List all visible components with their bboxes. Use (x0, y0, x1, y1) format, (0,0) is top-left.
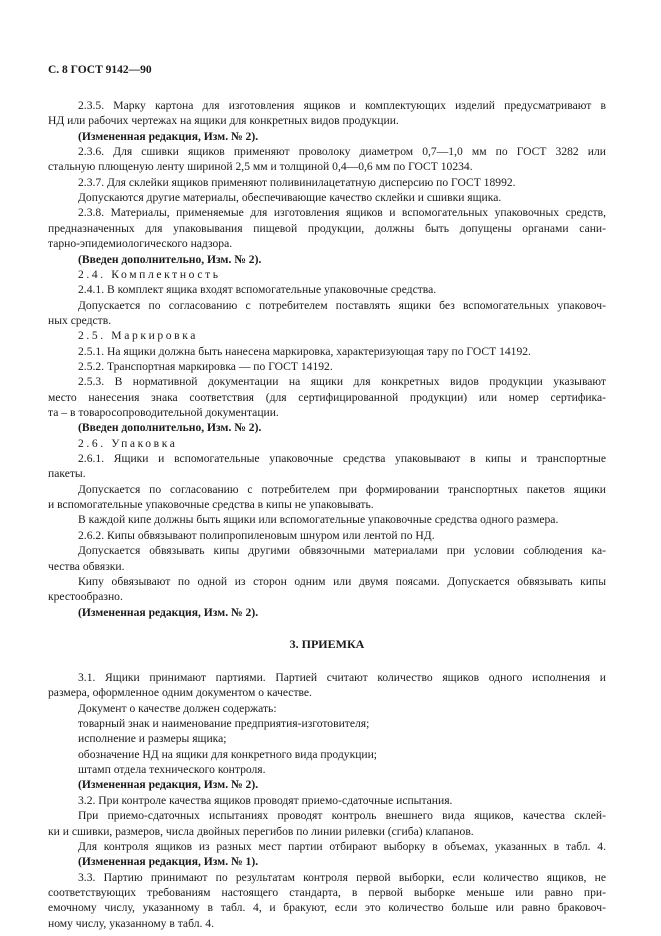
text-line: ных средств. (48, 313, 112, 327)
text-line: ному числу, указанному в табл. 4. (48, 916, 214, 930)
text-line: 2.3.7. Для склейки ящиков применяют поливинилацетатную дисперсию по ГОСТ 18992. (78, 175, 516, 189)
text-line: 2.5.3. В нормативной документации на ящики для конкретных видов продукции указывают (78, 375, 606, 389)
text-line: штамп отдела технического контроля. (78, 763, 266, 777)
text-line: пакеты. (48, 467, 86, 481)
section-heading: 3. ПРИЕМКА (289, 637, 365, 651)
amendment-note: (Измененная редакция, Изм. № 2). (78, 129, 259, 143)
text-line: 3.2. При контроле качества ящиков проводят приемо-сдаточные испытания. (78, 793, 453, 807)
amendment-note: (Введен дополнительно, Изм. № 2). (78, 252, 262, 266)
text-line: 2.3.6. Для сшивки ящиков применяют проволоку диаметром 0,7—1,0 мм по ГОСТ 3282 или (78, 145, 606, 159)
text-line: чества обвязки. (48, 559, 125, 573)
text-line: 2.6.2. Кипы обвязывают полипропиленовым шнуром или лентой по НД. (78, 528, 435, 542)
text-line: 2.4. Комплектность (78, 267, 221, 281)
text-line: Допускается по согласованию с потребителем поставлять ящики без вспомогательных упаковоч- (78, 298, 606, 312)
text-line: Допускаются другие материалы, обеспечивающие качество склейки и сшивки ящика. (78, 191, 502, 205)
text-line: тарно-эпидемиологического надзора. (48, 237, 233, 251)
text-line: 2.6. Упаковка (78, 436, 178, 450)
text-line: Допускается обвязывать кипы другими обвязочными материалами при условии соблюдения ка- (78, 544, 606, 558)
text-line: При приемо-сдаточных испытаниях проводят контроль внешнего вида ящиков, качества склей- (78, 809, 606, 823)
text-line: Кипу обвязывают по одной из сторон одним или двумя поясами. Допускается обвязывать кипы (78, 574, 606, 588)
text-line: предназначенных для упаковывания пищевой продукции, должны быть допущены органами сани- (48, 221, 606, 235)
text-line: 2.3.5. Марку картона для изготовления ящиков и комплектующих изделий предусматривают в (78, 99, 606, 112)
text-line: товарный знак и наименование предприятия-изготовителя; (78, 717, 370, 731)
text-line: ки и сшивки, размеров, числа двойных перегибов по линии рилевки (сгиба) клапанов. (48, 824, 474, 838)
text-line: 2.5.1. На ящики должна быть нанесена маркировка, характеризующая тару по ГОСТ 14192. (78, 344, 531, 358)
text-line: НД или рабочих чертежах на ящики для конкретных видов продукции. (48, 114, 399, 128)
amendment-note: (Измененная редакция, Изм. № 1). (78, 855, 259, 869)
text-line: место нанесения знака соответствия (для сертифицированной продукции) или номер сертифика- (48, 390, 606, 404)
text-line: обозначение НД на ящики для конкретного вида продукции; (78, 747, 378, 761)
text-line: Документ о качестве должен содержать: (78, 701, 277, 715)
text-line: В каждой кипе должны быть ящики или вспомогательные упаковочные средства одного размера. (78, 513, 559, 527)
text-line: 3.1. Ящики принимают партиями. Партией считают количество ящиков одного исполнения и (78, 671, 606, 684)
text-line: та – в товаросопроводительной документации. (48, 406, 279, 419)
text-line: исполнение и размеры ящика; (78, 732, 227, 746)
text-line: 2.4.1. В комплект ящика входят вспомогательные упаковочные средства. (78, 283, 437, 297)
amendment-note: (Измененная редакция, Изм. № 2). (78, 605, 259, 619)
text-line: соответствующих требованиям настоящего стандарта, в первой выборке меньше или равно при- (48, 885, 606, 899)
amendment-note: (Измененная редакция, Изм. № 2). (78, 778, 259, 792)
page-header: С. 8 ГОСТ 9142—90 (48, 64, 152, 76)
text-line: Допускается по согласованию с потребителем при формировании транспортных пакетов ящики (78, 482, 606, 496)
text-line: 2.6.1. Ящики и вспомогательные упаковочные средства упаковывают в кипы и транспортные (78, 452, 606, 466)
text-line: размера, оформленное одним документом о качестве. (48, 686, 312, 700)
text-line: Для контроля ящиков из разных мест партии отбирают выборку в объемах, указанных в табл. 4. (78, 839, 606, 853)
text-line: крестообразно. (48, 590, 123, 604)
text-line: 3.3. Партию принимают по результатам контроля первой выборки, если количество ящиков, не (78, 870, 606, 884)
text-line: 2.3.8. Материалы, применяемые для изготовления ящиков и вспомогательных упаковочных средств, (78, 206, 606, 220)
amendment-note: (Введен дополнительно, Изм. № 2). (78, 421, 262, 435)
text-line: и вспомогательные упаковочные средства в кипы не упаковывать. (48, 498, 374, 512)
text-line: стальную плющеную ленту шириной 2,5 мм и толщиной 0,4—0,6 мм по ГОСТ 10234. (48, 160, 473, 174)
text-line: 2.5. Маркировка (78, 329, 199, 343)
text-line: емочному числу, указанному в табл. 4, и бракуют, если это количество больше или равно браковоч- (48, 901, 606, 915)
text-line: 2.5.2. Транспортная маркировка — по ГОСТ 14192. (78, 359, 333, 373)
